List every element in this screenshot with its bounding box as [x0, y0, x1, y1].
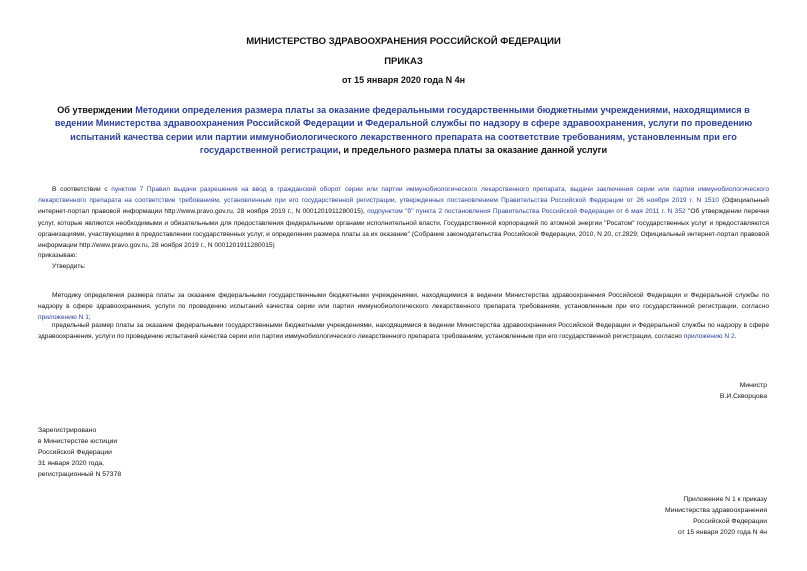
signature-position: Министр: [739, 382, 767, 389]
registration-line: Зарегистрировано: [38, 427, 97, 434]
registration-line: Российской Федерации: [38, 449, 112, 456]
doc-type-heading: ПРИКАЗ: [384, 56, 423, 67]
appendix-1-link[interactable]: приложению N 1: [38, 314, 89, 322]
approval-item-1: [38, 290, 769, 324]
approval-item-1-text: Методику определения размера платы за оказание федеральными государственными бюджетными учреждениями, находящимися в ведении Министерства здравоохранения Российской Федерации и Федеральной службы по надзору в сфере здравоохранения, услуги по проведению испытаний качества серии или партии иммунобиологического лекарственного препарата требованиям, установленным при его государственной регистрации, согласно: [38, 292, 769, 311]
preamble-text-2: (Официальный интернет-портал правовой информации http://www.pravo.gov.ru, 28 ноября 2019 г., N 0001201911280015),: [38, 197, 769, 216]
preamble-text-1: В соответствии с: [52, 186, 112, 193]
approval-item-1-end: ;: [88, 314, 91, 322]
appendix-line: Министерства здравоохранения: [665, 507, 767, 514]
title-prefix: Об утверждении: [57, 105, 136, 115]
approve-word: Утвердить:: [52, 263, 86, 270]
order-word: приказываю:: [38, 252, 78, 259]
appendix-header-block: [665, 494, 767, 538]
title-suffix: , и предельного размера платы за оказание данной услуги: [338, 144, 608, 155]
registration-line: регистрационный N 57378: [38, 471, 122, 478]
appendix-line: от 15 января 2020 года N 4н: [677, 529, 767, 536]
registration-line: в Министерстве юстиции: [38, 438, 118, 445]
title-methodology-link[interactable]: Методики определения размера платы за оказание федеральными государственными бюджетными учреждениями, находящимися в ведении Министерства здравоохранения Российской Федерации и Федеральной службы по надзору в сфере здравоохранения, услуги по проведению испытаний качества серии или партии иммунобиологического лекарственного препарата на соответствие требованиям, установленным при его государственной регистрации: [54, 105, 753, 155]
ministry-heading: МИНИСТЕРСТВО ЗДРАВООХРАНЕНИЯ РОССИЙСКОЙ ФЕДЕРАЦИИ: [246, 36, 561, 47]
signature-name: В.И.Скворцова: [719, 393, 767, 400]
registration-line: 31 января 2020 года,: [38, 460, 105, 467]
document-title: [40, 104, 767, 157]
preamble-text-3: "Об утверждении перечня услуг, которые являются необходимыми и обязательными для предоставления федеральными органами исполнительной власти, Государственной корпорацией по атомной энергии "Росатом" государственных услуг и предоставляются организациями, участвующими в предоставлении государственных услуг, и определении размера платы за их оказание" (Собрание законодательства Российской Федерации, 2010, N 20, ст.2829; Официальный интернет-портал правовой информации http://www.pravo.gov.ru, 28 ноября 2019 г., N 0001201911280015): [38, 208, 769, 250]
rules-point-7-link[interactable]: пунктом 7 Правил выдачи разрешения на ввод в гражданский оборот серии или партии иммунобиологического лекарственного препарата, выдачи заключения серии или партии иммунобиологического лекарственного препарата на соответствие требованиям, установленным при его государственной регистрации, утвержденных постановлением Правительства Российской Федерации от 26 ноября 2019 г. N 1510: [38, 186, 769, 205]
signature-block: [720, 380, 767, 402]
appendix-line: Российской Федерации: [693, 518, 767, 525]
approval-item-2: [38, 320, 769, 342]
preamble-paragraph: [38, 184, 769, 251]
appendix-2-link[interactable]: приложению N 2: [683, 333, 735, 341]
appendix-line: Приложение N 1 к приказу: [683, 496, 767, 503]
subpoint-b-link[interactable]: подпунктом "б" пункта 2 постановления Правительства Российской Федерации от 6 мая 2011 г. N 352: [367, 208, 686, 216]
approval-item-2-text: предельный размер платы за оказание федеральными государственными бюджетными учреждениями, находящимися в ведении Министерства здравоохранения Российской Федерации и Федеральной службы по надзору в сфере здравоохранения, услуги по проведению испытаний качества серии или партии иммунобиологического лекарственного препарата требованиям, установленным при его государственной регистрации, согласно: [38, 322, 769, 341]
registration-block: [38, 425, 121, 480]
doc-date: от 15 января 2020 года N 4н: [341, 75, 466, 85]
approval-item-2-end: .: [734, 333, 737, 341]
